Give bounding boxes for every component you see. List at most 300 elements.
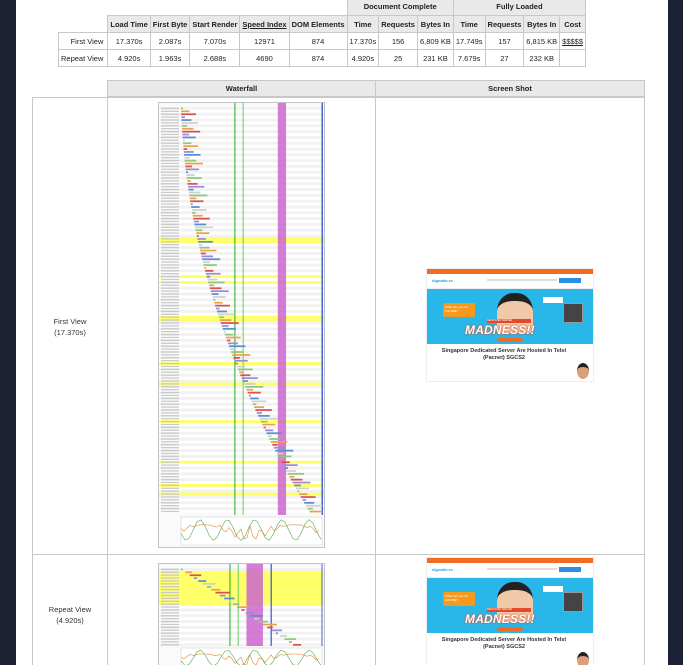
request-label (161, 601, 179, 602)
waterfall-svg (159, 564, 324, 665)
waterfall-row (159, 507, 324, 510)
request-bar (259, 621, 268, 623)
request-bar (202, 258, 220, 260)
waterfall-row (159, 223, 324, 226)
request-label (161, 180, 179, 181)
table-cell: 17.749s (453, 33, 485, 50)
col-speed-index-link[interactable]: Speed Index (240, 16, 289, 33)
request-bar (183, 142, 191, 144)
first-view-title: First View (53, 317, 87, 326)
request-bar (207, 279, 217, 281)
request-label (161, 232, 179, 233)
request-label (161, 366, 179, 367)
request-bar (211, 290, 229, 292)
waterfall-row (159, 290, 324, 293)
request-bar (309, 511, 321, 513)
request-label (161, 157, 179, 158)
request-label (161, 227, 179, 228)
request-label (161, 351, 179, 352)
request-bar (189, 192, 201, 194)
group-header-document-complete: Document Complete (347, 0, 453, 16)
request-bar (301, 496, 316, 498)
col-full-requests: Requests (485, 16, 524, 33)
request-label (161, 441, 179, 442)
waterfall-row (159, 585, 324, 588)
table-cell: 231 KB (417, 50, 453, 67)
request-bar (193, 218, 209, 220)
request-label (161, 638, 179, 639)
request-label (161, 586, 179, 587)
table-cell: 25 (379, 50, 418, 67)
waterfall-row (159, 588, 324, 591)
col-doc-bytes: Bytes In (417, 16, 453, 33)
request-label (161, 609, 179, 610)
request-bar (186, 168, 199, 170)
waterfall-row (159, 301, 324, 304)
waterfall-chart-first-view[interactable] (158, 102, 325, 548)
request-bar (201, 255, 213, 257)
waterfall-row (159, 635, 324, 638)
request-bar (277, 453, 284, 455)
request-bar (191, 203, 193, 205)
repeat-view-title: Repeat View (48, 605, 92, 614)
request-label (161, 145, 179, 146)
request-label (161, 302, 179, 303)
waterfall-row (159, 209, 324, 212)
row-label: First View (59, 33, 108, 50)
waterfall-row (159, 203, 324, 206)
request-bar (219, 316, 224, 318)
waterfall-row (159, 194, 324, 197)
waterfall-row (159, 258, 324, 261)
table-cell: 874 (289, 50, 347, 67)
waterfall-row (159, 156, 324, 159)
waterfall-row (159, 571, 324, 574)
request-bar (199, 247, 209, 249)
waterfall-row (159, 107, 324, 110)
request-bar (190, 197, 197, 199)
waterfall-row (159, 226, 324, 229)
request-bar (196, 229, 203, 231)
request-bar (263, 624, 277, 626)
table-cell: 7.679s (453, 50, 485, 67)
request-bar (220, 595, 226, 597)
request-bar (182, 134, 189, 136)
request-bar (211, 589, 220, 591)
request-label (161, 456, 179, 457)
request-label (161, 140, 179, 141)
request-label (161, 479, 179, 480)
waterfall-row (159, 641, 324, 644)
waterfall-row (159, 304, 324, 307)
waterfall-row (159, 577, 324, 580)
request-bar (291, 479, 303, 481)
request-bar (188, 189, 193, 191)
request-bar (194, 224, 206, 226)
col-full-time: Time (453, 16, 485, 33)
request-label (161, 615, 179, 616)
nav-button (559, 278, 581, 283)
cost-link[interactable]: $$$$$ (560, 33, 586, 50)
request-bar (261, 421, 268, 423)
waterfall-row (159, 475, 324, 478)
request-bar (194, 577, 197, 579)
waterfall-row (159, 458, 324, 461)
request-label (161, 357, 179, 358)
table-cell: 17.370s (108, 33, 150, 50)
request-bar (250, 398, 258, 400)
request-label (161, 267, 179, 268)
request-label (161, 606, 179, 607)
waterfall-row (159, 162, 324, 165)
request-label (161, 137, 179, 138)
waterfall-row (159, 325, 324, 328)
waterfall-svg (159, 103, 324, 547)
waterfall-row (159, 583, 324, 586)
request-bar (289, 641, 292, 643)
request-label (161, 412, 179, 413)
screenshot-first-view[interactable] (427, 269, 593, 381)
waterfall-row (159, 409, 324, 412)
request-label (161, 108, 179, 109)
waterfall-row (159, 632, 324, 635)
request-label (161, 183, 179, 184)
request-label (161, 305, 179, 306)
request-label (161, 499, 179, 500)
banner-sub: DEDICATED SERVER (487, 608, 531, 612)
request-bar (280, 635, 287, 637)
speed-index-band (246, 564, 263, 646)
waterfall-row (159, 580, 324, 583)
request-bar (240, 374, 250, 376)
waterfall-row (159, 617, 324, 620)
waterfall-row (159, 614, 324, 617)
waterfall-row (159, 278, 324, 281)
request-bar (214, 302, 222, 304)
site-nav (427, 274, 593, 289)
site-headline: Singapore Dedicated Server Are Hosted In Telst (Pacnet) SGCS2 (441, 637, 567, 650)
request-bar (222, 325, 229, 327)
request-label (161, 435, 179, 436)
request-label (161, 282, 179, 283)
site-banner (427, 289, 593, 344)
waterfall-row (159, 151, 324, 154)
table-cell: 4.920s (347, 50, 379, 67)
request-bar (245, 386, 263, 388)
waterfall-row (159, 574, 324, 577)
request-label (161, 314, 179, 315)
request-bar (274, 447, 286, 449)
table-cell: 12971 (240, 33, 289, 50)
request-label (161, 604, 179, 605)
request-bar (255, 409, 271, 411)
request-bar (237, 366, 245, 368)
table-cell: 27 (485, 50, 524, 67)
request-label (161, 401, 179, 402)
request-bar (198, 241, 213, 243)
request-bar (268, 435, 272, 437)
waterfall-row (159, 406, 324, 409)
request-bar (203, 583, 216, 585)
waterfall-row (159, 330, 324, 333)
request-bar (216, 308, 220, 310)
request-label (161, 131, 179, 132)
banner-servers (563, 303, 583, 323)
waterfall-row (159, 240, 324, 243)
first-view-label (32, 316, 108, 338)
request-label (161, 308, 179, 309)
waterfall-row (159, 461, 324, 464)
request-label (161, 293, 179, 294)
request-bar (293, 644, 301, 646)
banner-madness: MADNESS!! (465, 323, 535, 337)
request-label (161, 328, 179, 329)
request-label (161, 128, 179, 129)
table-cell: 7.070s (190, 33, 240, 50)
waterfall-row (159, 267, 324, 270)
request-label (161, 134, 179, 135)
waterfall-row (159, 336, 324, 339)
request-bar (285, 638, 297, 640)
request-label (161, 311, 179, 312)
summary-table (58, 0, 586, 67)
request-bar (212, 293, 219, 295)
table-cell: 4690 (240, 50, 289, 67)
table-cell (560, 50, 586, 67)
waterfall-row (159, 252, 324, 255)
request-label (161, 143, 179, 144)
request-bar (264, 427, 266, 429)
waterfall-row (159, 191, 324, 194)
request-label (161, 482, 179, 483)
waterfall-row (159, 211, 324, 214)
request-bar (184, 157, 189, 159)
request-label (161, 592, 179, 593)
request-bar (210, 287, 222, 289)
request-bar (267, 627, 273, 629)
request-label (161, 372, 179, 373)
request-label (161, 488, 179, 489)
table-cell: 232 KB (524, 50, 560, 67)
request-bar (308, 508, 313, 510)
request-label (161, 346, 179, 347)
request-bar (182, 125, 187, 127)
request-label (161, 270, 179, 271)
waterfall-row (159, 383, 324, 386)
col-dom-elements: DOM Elements (289, 16, 347, 33)
request-bar (221, 322, 239, 324)
waterfall-row (159, 246, 324, 249)
request-label (161, 447, 179, 448)
waterfall-row (159, 296, 324, 299)
waterfall-row (159, 446, 324, 449)
request-label (161, 462, 179, 463)
row-label: Repeat View (59, 50, 108, 67)
request-label (161, 116, 179, 117)
request-bar (231, 351, 243, 353)
waterfall-chart-repeat-view[interactable] (158, 563, 325, 665)
nav-links (487, 568, 557, 570)
request-label (161, 299, 179, 300)
table-cell: 17.370s (347, 33, 379, 50)
request-bar (218, 313, 234, 315)
request-bar (243, 380, 248, 382)
request-bar (181, 119, 191, 121)
request-label (161, 198, 179, 199)
waterfall-row (159, 391, 324, 394)
waterfall-row (159, 313, 324, 316)
request-bar (195, 226, 213, 228)
request-label (161, 493, 179, 494)
banner-bubble: What can you do with $$$? (443, 303, 475, 317)
request-bar (246, 389, 253, 391)
banner-bubble: What can you do with $$$? (443, 592, 475, 606)
request-bar (203, 261, 210, 263)
request-label (161, 241, 179, 242)
request-bar (244, 383, 256, 385)
waterfall-row (159, 501, 324, 504)
request-bar (234, 360, 247, 362)
request-label (161, 505, 179, 506)
request-bar (288, 473, 304, 475)
waterfall-row (159, 400, 324, 403)
repeat-view-label (32, 604, 108, 626)
request-label (161, 244, 179, 245)
waterfall-row (159, 281, 324, 284)
request-label (161, 172, 179, 173)
request-bar (209, 284, 214, 286)
table-cell: 2.688s (190, 50, 240, 67)
waterfall-row (159, 177, 324, 180)
site-nav (427, 563, 593, 578)
request-label (161, 279, 179, 280)
table-cell: 874 (289, 33, 347, 50)
request-bar (225, 334, 233, 336)
waterfall-row (159, 452, 324, 455)
request-label (161, 392, 179, 393)
request-label (161, 125, 179, 126)
request-label (161, 296, 179, 297)
request-bar (220, 319, 232, 321)
request-label (161, 473, 179, 474)
waterfall-row (159, 496, 324, 499)
request-label (161, 583, 179, 584)
request-bar (194, 221, 199, 223)
request-bar (297, 490, 299, 492)
waterfall-row (159, 455, 324, 458)
request-bar (193, 215, 203, 217)
request-bar (238, 369, 253, 371)
request-label (161, 618, 179, 619)
request-bar (181, 110, 189, 112)
request-label (161, 464, 179, 465)
request-label (161, 288, 179, 289)
request-bar (197, 235, 199, 237)
request-label (161, 166, 179, 167)
waterfall-row (159, 197, 324, 200)
request-label (161, 635, 179, 636)
request-label (161, 375, 179, 376)
request-bar (183, 145, 198, 147)
request-bar (250, 615, 263, 617)
waterfall-row (159, 235, 324, 238)
request-bar (249, 395, 251, 397)
waterfall-row (159, 623, 324, 626)
request-label (161, 317, 179, 318)
banner-offer (543, 586, 563, 592)
screenshot-repeat-view[interactable] (427, 558, 593, 665)
request-bar (188, 183, 198, 185)
request-label (161, 398, 179, 399)
request-label (161, 627, 179, 628)
request-label (161, 238, 179, 239)
table-row-first-view (59, 33, 586, 50)
request-bar (253, 403, 257, 405)
waterfall-row (159, 339, 324, 342)
request-bar (181, 116, 185, 118)
request-label (161, 111, 179, 112)
request-bar (265, 429, 273, 431)
waterfall-row (159, 316, 324, 319)
waterfall-row (159, 423, 324, 426)
request-label (161, 148, 179, 149)
waterfall-row (159, 594, 324, 597)
request-bar (192, 212, 196, 214)
request-label (161, 421, 179, 422)
waterfall-row (159, 443, 324, 446)
request-bar (185, 571, 192, 573)
request-bar (224, 331, 226, 333)
waterfall-row (159, 287, 324, 290)
request-bar (302, 499, 306, 501)
request-bar (185, 160, 197, 162)
request-label (161, 174, 179, 175)
waterfall-row (159, 174, 324, 177)
request-label (161, 247, 179, 248)
request-label (161, 511, 179, 512)
waterfall-row (159, 420, 324, 423)
waterfall-row (159, 243, 324, 246)
banner-sub: DEDICATED SERVER (487, 319, 531, 323)
request-bar (185, 166, 192, 168)
waterfall-grid (32, 80, 645, 665)
request-bar (204, 264, 217, 266)
request-label (161, 595, 179, 596)
request-bar (198, 580, 206, 582)
waterfall-row (159, 603, 324, 606)
request-bar (217, 311, 227, 313)
request-bar (187, 180, 191, 182)
request-bar (181, 569, 183, 571)
waterfall-row (159, 397, 324, 400)
waterfall-row (159, 429, 324, 432)
request-label (161, 383, 179, 384)
waterfall-row (159, 229, 324, 232)
request-bar (258, 415, 270, 417)
waterfall-row (159, 438, 324, 441)
banner-pill (497, 627, 523, 631)
request-label (161, 151, 179, 152)
request-label (161, 369, 179, 370)
waterfall-row (159, 464, 324, 467)
banner-madness: MADNESS!! (465, 612, 535, 626)
request-bar (215, 305, 230, 307)
col-doc-requests: Requests (379, 16, 418, 33)
request-label (161, 322, 179, 323)
request-bar (188, 186, 204, 188)
request-bar (304, 502, 314, 504)
request-label (161, 380, 179, 381)
